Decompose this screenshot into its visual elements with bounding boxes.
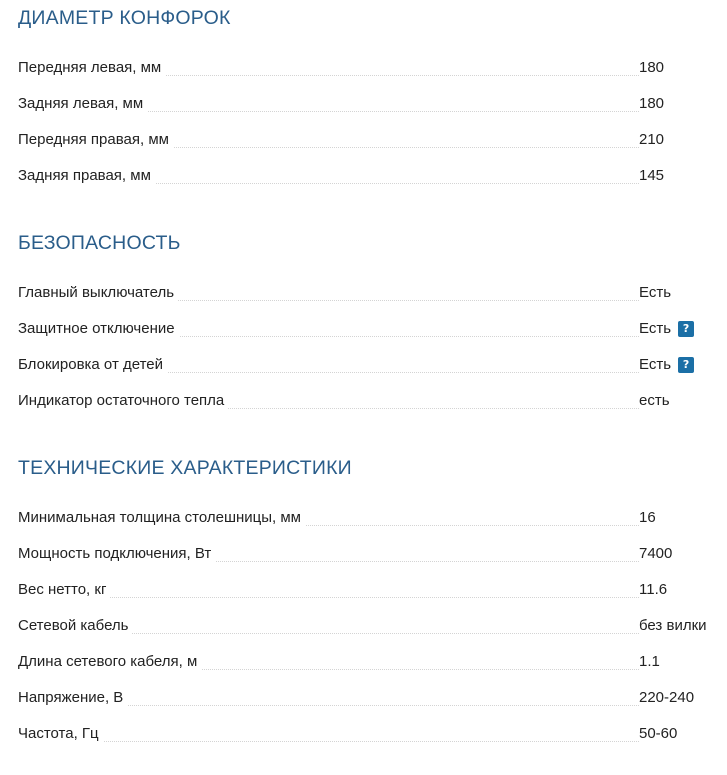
spec-label: Индикатор остаточного тепла [18,392,228,410]
spec-value [639,689,694,707]
spec-row [18,725,727,745]
spec-value-text: 11.6 [639,581,668,598]
spec-label: Минимальная толщина столешницы, мм [18,509,305,527]
spec-row [18,689,727,709]
spec-label: Длина сетевого кабеля, м [18,653,201,671]
spec-value [639,95,664,113]
section-title: ДИАМЕТР КОНФОРОК [18,7,231,29]
spec-label: Сетевой кабель [18,617,132,635]
spec-value-text: 220-240 [639,689,695,706]
spec-row [18,284,727,304]
spec-value [639,725,677,743]
spec-value-text: Есть [639,320,672,337]
section-title: ТЕХНИЧЕСКИЕ ХАРАКТЕРИСТИКИ [18,457,352,479]
spec-label: Главный выключатель [18,284,178,302]
spec-label: Передняя правая, мм [18,131,173,149]
spec-value [639,545,672,563]
spec-label: Передняя левая, мм [18,59,165,77]
spec-row [18,95,727,115]
spec-value [639,167,664,185]
spec-row [18,653,727,673]
spec-row [18,617,727,637]
spec-value-text: 50-60 [639,725,678,742]
spec-row [18,545,727,565]
spec-row [18,392,727,412]
spec-value-text: Есть [639,356,672,373]
spec-value-text: 16 [639,509,656,526]
spec-label: Напряжение, В [18,689,127,707]
spec-label: Задняя правая, мм [18,167,155,185]
spec-row [18,320,727,340]
spec-value [639,59,664,77]
spec-row [18,131,727,151]
spec-label: Защитное отключение [18,320,179,338]
spec-value [639,392,670,410]
dotted-leader [18,741,639,742]
spec-label: Вес нетто, кг [18,581,110,599]
spec-value-text: Есть [639,284,672,301]
spec-value [639,617,707,635]
spec-value [639,653,660,671]
spec-value [639,320,694,338]
spec-value-text: 7400 [639,545,673,562]
spec-row [18,167,727,187]
spec-value-text: 1.1 [639,653,660,670]
spec-row [18,509,727,529]
spec-value [639,356,694,374]
help-icon[interactable]: ? [678,321,694,337]
spec-label: Блокировка от детей [18,356,167,374]
help-icon[interactable]: ? [678,357,694,373]
spec-row [18,59,727,79]
section-title: БЕЗОПАСНОСТЬ [18,232,181,254]
spec-value-text: 180 [639,59,665,76]
spec-value [639,509,656,527]
spec-label: Задняя левая, мм [18,95,147,113]
dotted-leader [18,597,639,598]
spec-value-text: 180 [639,95,665,112]
spec-value-text: 210 [639,131,665,148]
spec-value-text: без вилки [639,617,707,634]
spec-label: Частота, Гц [18,725,103,743]
spec-value-text: 145 [639,167,665,184]
spec-value [639,581,667,599]
spec-value [639,131,664,149]
spec-value-text: есть [639,392,670,409]
spec-label: Мощность подключения, Вт [18,545,215,563]
spec-value [639,284,671,302]
spec-row [18,581,727,601]
spec-row [18,356,727,376]
